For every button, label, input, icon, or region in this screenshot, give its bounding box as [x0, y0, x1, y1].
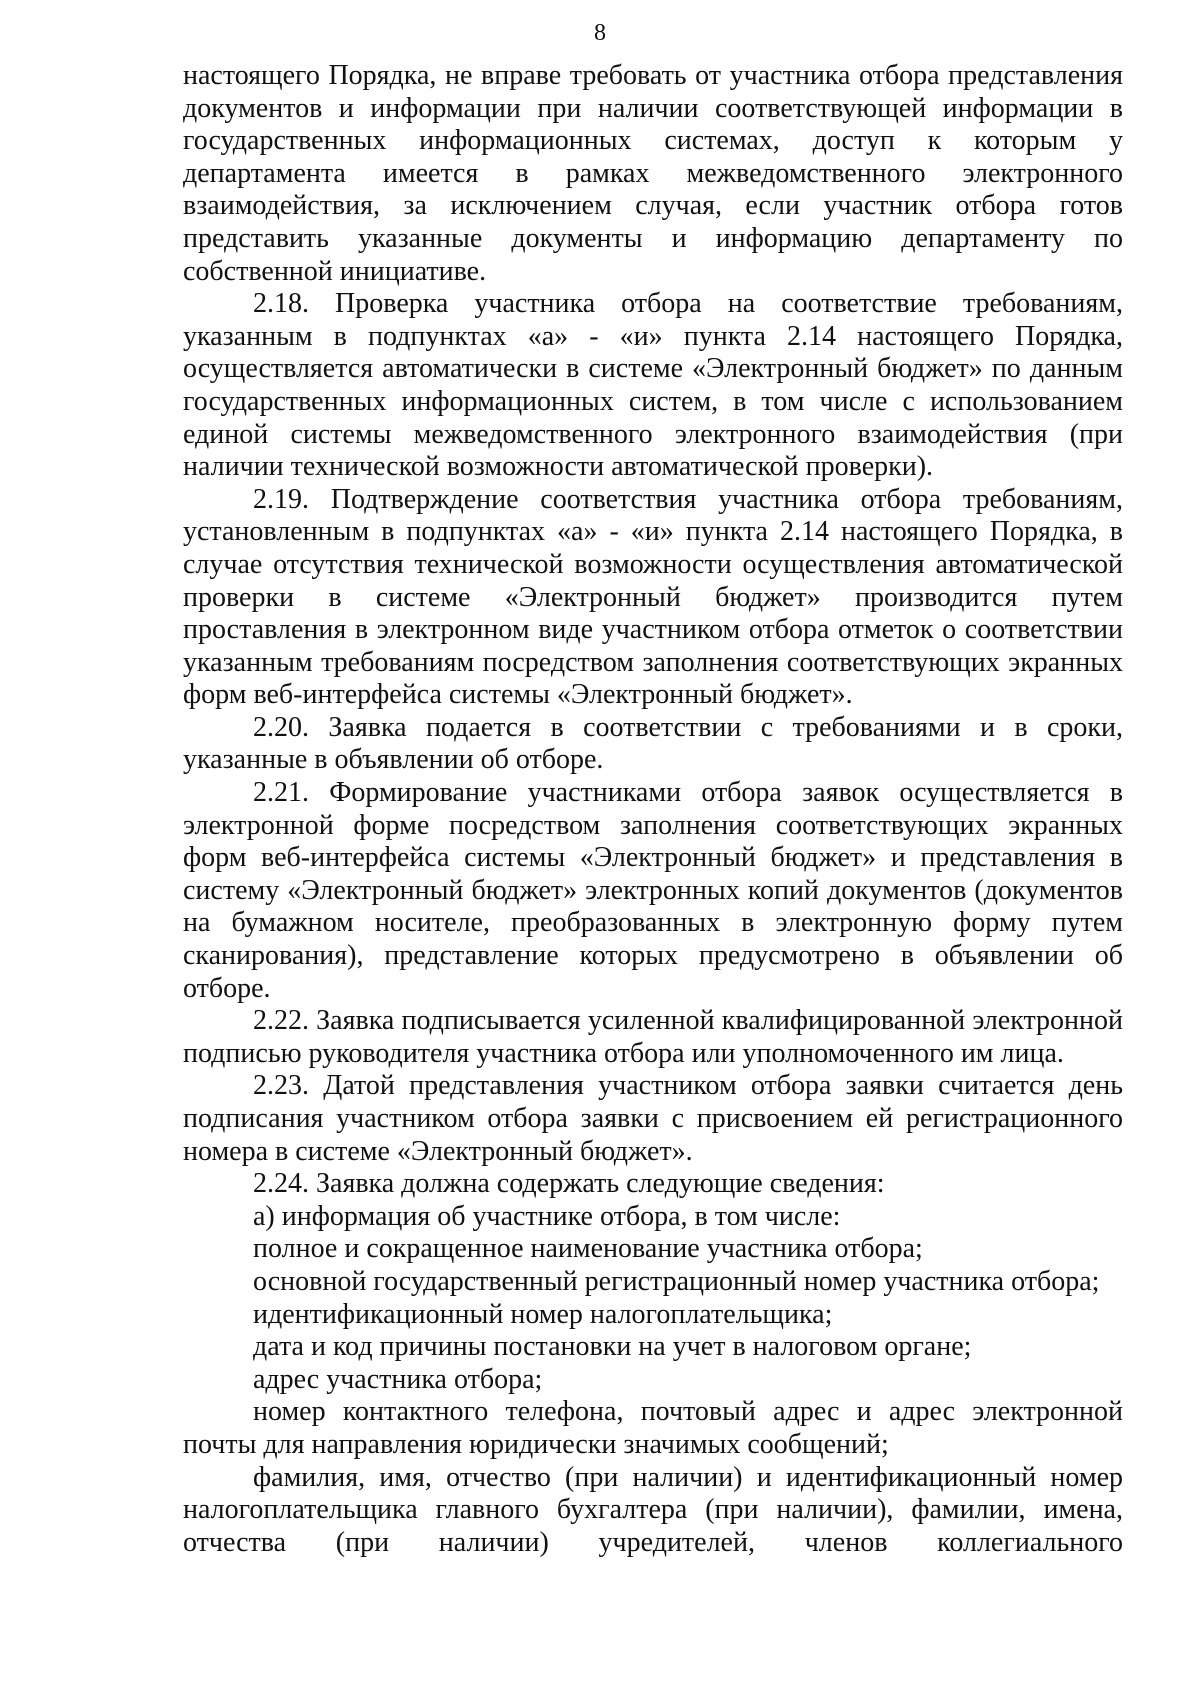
- list-line-contacts: номер контактного телефона, почтовый адрес и адрес электронной почты для направления юридически значимых сообщений;: [183, 1396, 1123, 1460]
- paragraph-2-23: 2.23. Датой представления участником отбора заявки считается день подписания участником отбора заявки с присвоением ей регистрационного номера в системе «Электронный бюджет».: [183, 1070, 1123, 1167]
- list-line-inn: идентификационный номер налогоплательщика;: [253, 1298, 833, 1330]
- document-body: [183, 60, 1123, 1559]
- page-number: 8: [594, 20, 606, 46]
- paragraph-2-21: 2.21. Формирование участниками отбора заявок осуществляется в электронной форме посредством заполнения соответствующих экранных форм веб-интерфейса системы «Электронный бюджет» и представления в систему «Электронный бюджет» электронных копий документов (документов на бумажном носителе, преобразованных в электронную форму путем сканирования), представление которых предусмотрено в объявлении об отборе.: [183, 777, 1123, 1004]
- list-line-ogrn: основной государственный регистрационный номер участника отбора;: [253, 1265, 1100, 1297]
- paragraph-continuation: настоящего Порядка, не вправе требовать от участника отбора представления документов и информации при наличии соответствующей информации в государственных информационных системах, доступ к которым у департамента имеется в рамках межведомственного электронного взаимодействия, за исключением случая, если участник отбора готов представить указанные документы и информацию департаменту по собственной инициативе.: [183, 60, 1123, 287]
- paragraph-2-24: 2.24. Заявка должна содержать следующие сведения:: [253, 1168, 885, 1200]
- list-line-name: полное и сокращенное наименование участника отбора;: [253, 1233, 923, 1265]
- list-line-kpp: дата и код причины постановки на учет в налоговом органе;: [253, 1331, 972, 1363]
- list-line-accountant: фамилия, имя, отчество (при наличии) и идентификационный номер налогоплательщика главного бухгалтера (при наличии), фамилии, имена, отчества (при наличии) учредителей, членов коллегиального: [183, 1461, 1123, 1558]
- list-item-a: а) информация об участнике отбора, в том числе:: [253, 1200, 841, 1232]
- paragraph-2-19: 2.19. Подтверждение соответствия участника отбора требованиям, установленным в подпунктах «а» - «и» пункта 2.14 настоящего Порядка, в случае отсутствия технической возможности осуществления автоматической проверки в системе «Электронный бюджет» производится путем проставления в электронном виде участником отбора отметок о соответствии указанным требованиям посредством заполнения соответствующих экранных форм веб-интерфейса системы «Электронный бюджет».: [183, 483, 1123, 711]
- paragraph-2-20: 2.20. Заявка подается в соответствии с требованиями и в сроки, указанные в объявлении об отборе.: [183, 711, 1123, 776]
- list-line-address: адрес участника отбора;: [253, 1363, 543, 1395]
- paragraph-2-18: 2.18. Проверка участника отбора на соответствие требованиям, указанным в подпунктах «а» - «и» пункта 2.14 настоящего Порядка, осуществляется автоматически в системе «Электронный бюджет» по данным государственных информационных систем, в том числе с использованием единой системы межведомственного электронного взаимодействия (при наличии технической возможности автоматической проверки).: [183, 288, 1123, 483]
- paragraph-2-22: 2.22. Заявка подписывается усиленной квалифицированной электронной подписью руководителя участника отбора или уполномоченного им лица.: [183, 1005, 1123, 1069]
